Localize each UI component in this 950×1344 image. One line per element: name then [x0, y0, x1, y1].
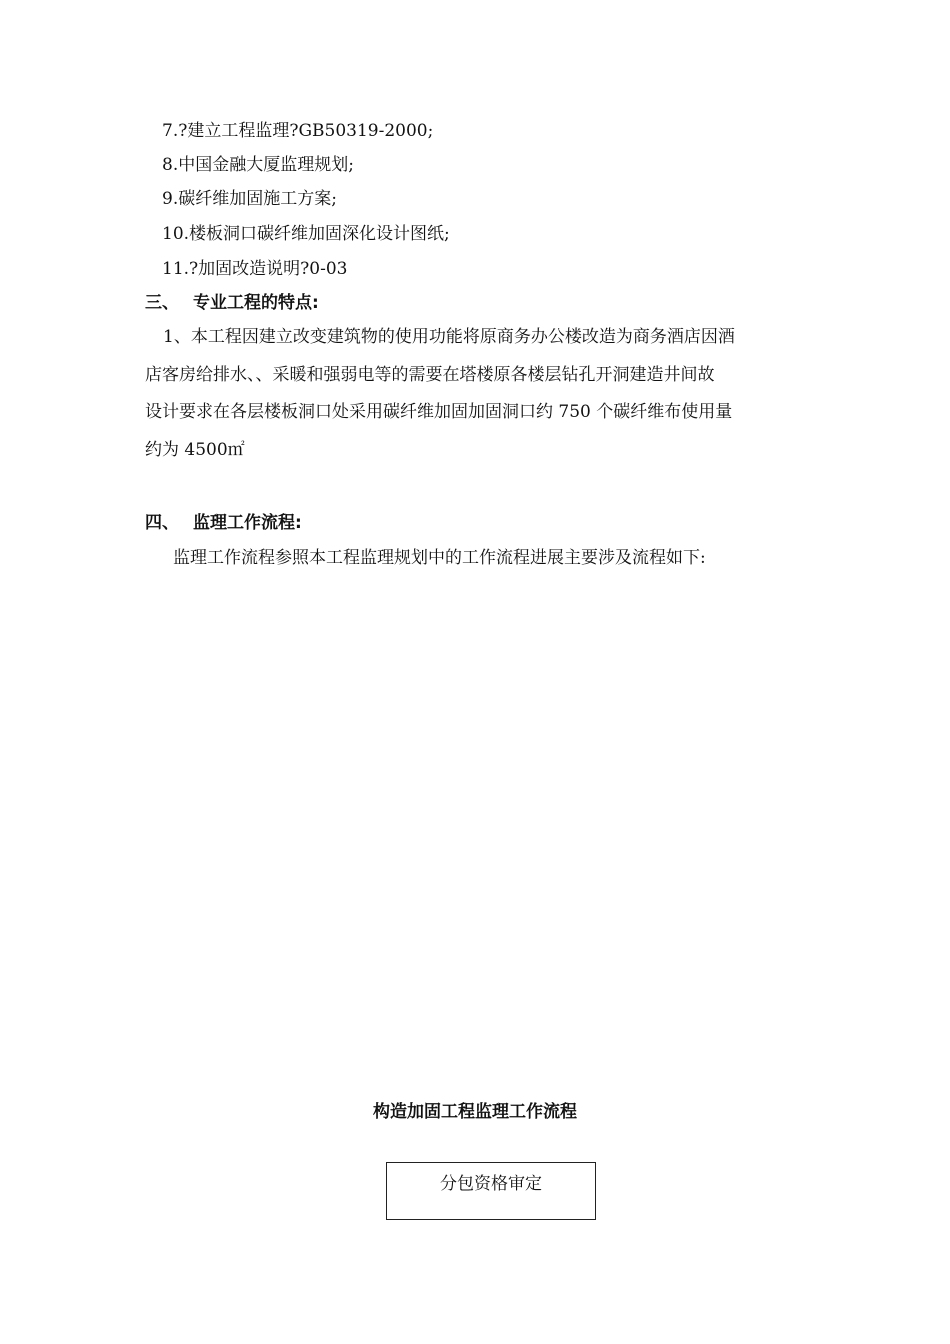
section-3-title: 专业工程的特点: — [193, 293, 319, 313]
section-3-paragraph — [145, 319, 810, 469]
paragraph-line: 约为 4500㎡ — [145, 439, 245, 460]
flowchart-title: 构造加固工程监理工作流程 — [373, 1102, 577, 1122]
section-4-number: 四、 — [145, 513, 179, 533]
paragraph-line: 设计要求在各层楼板洞口处采用碳纤维加固加固洞口约 750 个碳纤维布使用量 — [145, 402, 733, 422]
paragraph-line: 店客房给排水、、采暖和强弱电等的需要在塔楼原各楼层钻孔开洞建造井间故 — [145, 364, 715, 385]
reference-item-10: 10.楼板洞口碳纤维加固深化设计图纸; — [162, 224, 450, 244]
section-3-number: 三、 — [145, 293, 179, 313]
reference-item-11: 11.?加固改造说明?0-03 — [162, 259, 348, 279]
section-4-title: 监理工作流程: — [193, 513, 302, 533]
reference-item-7: 7.?建立工程监理?GB50319-2000; — [162, 121, 434, 141]
reference-item-8: 8.中国金融大厦监理规划; — [162, 155, 354, 175]
flowchart-step-label: 分包资格审定 — [440, 1174, 542, 1194]
section-4-heading — [145, 512, 302, 534]
flowchart-step-box — [386, 1162, 596, 1220]
reference-item-9: 9.碳纤维加固施工方案; — [162, 189, 337, 209]
section-3-heading — [145, 292, 319, 314]
section-4-intro: 监理工作流程参照本工程监理规划中的工作流程进展主要涉及流程如下: — [173, 548, 706, 568]
paragraph-line: 1、本工程因建立改变建筑物的使用功能将原商务办公楼改造为商务酒店因酒 — [163, 327, 735, 347]
